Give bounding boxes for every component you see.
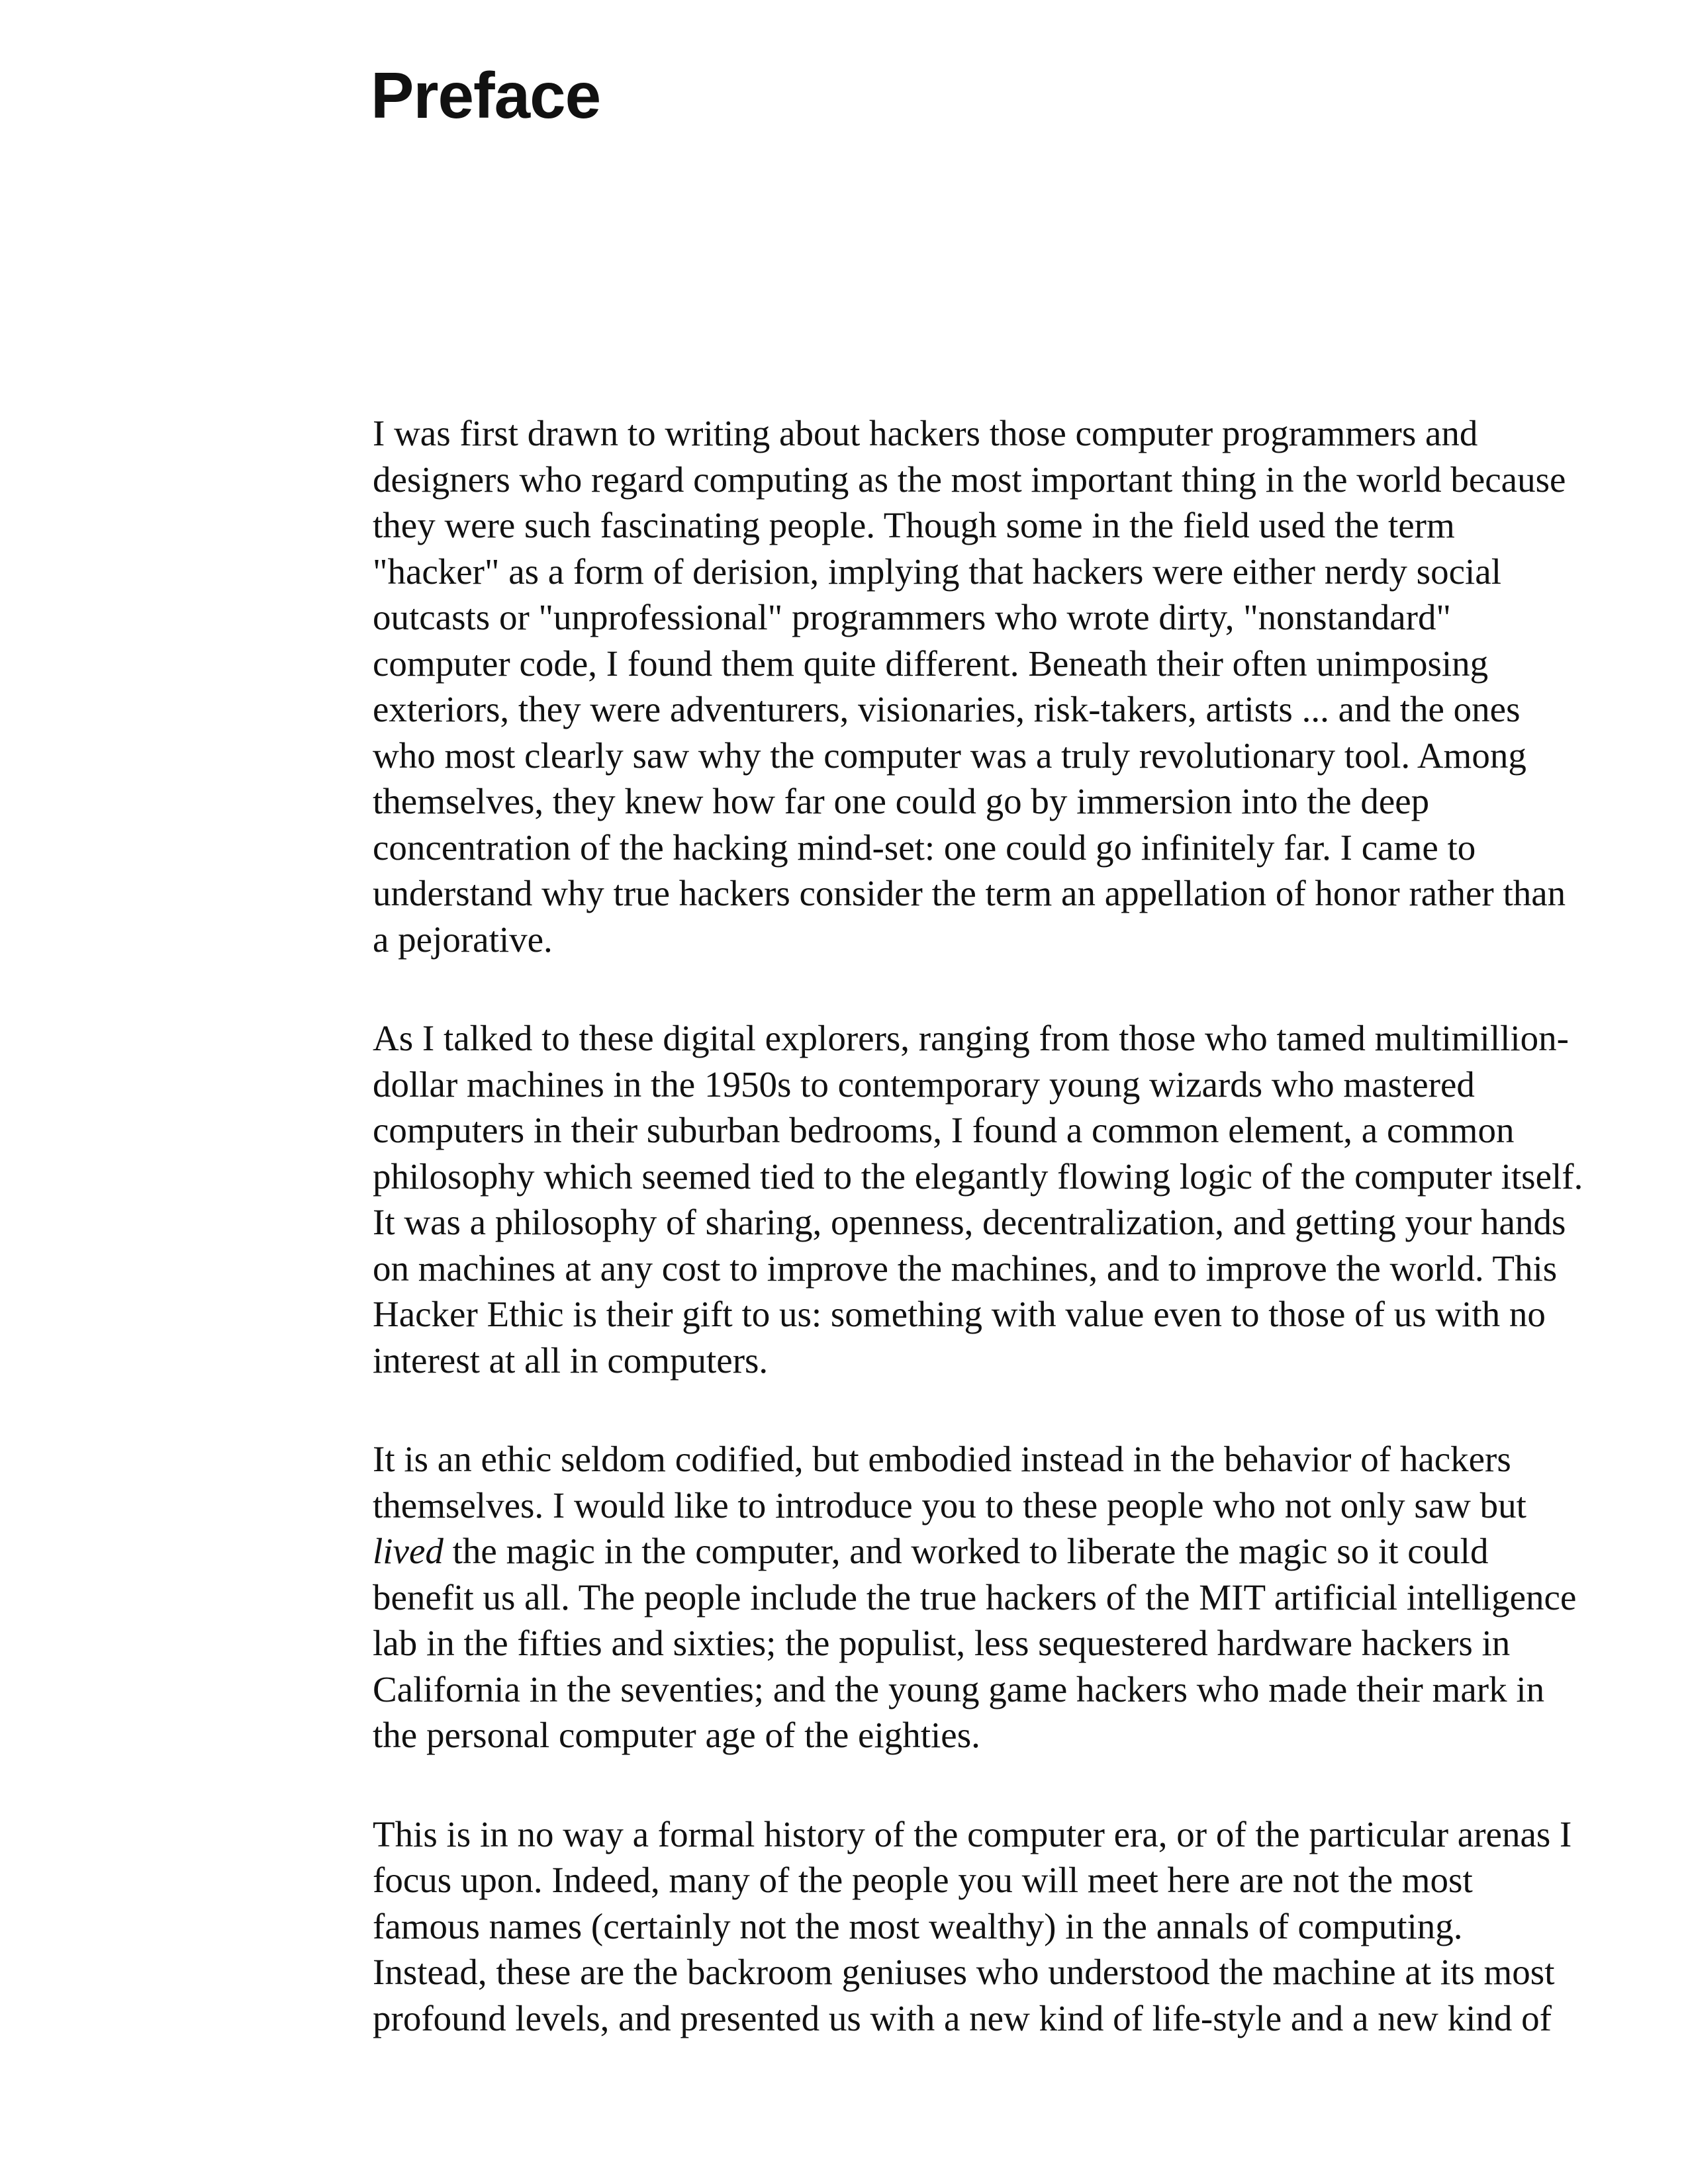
text-line: Hacker Ethic is their gift to us: something with value even to those of us with no xyxy=(373,1294,1546,1334)
text-line: a pejorative. xyxy=(373,919,553,960)
paragraph-4 xyxy=(373,1811,1657,2042)
text-line: interest at all in computers. xyxy=(373,1340,769,1381)
text-line: outcasts or "unprofessional" programmers who wrote dirty, "nonstandard" xyxy=(373,597,1451,637)
body-text xyxy=(373,410,1657,2094)
text-line: benefit us all. The people include the true hackers of the MIT artificial intelligence xyxy=(373,1576,1577,1617)
text-line: This is in no way a formal history of the computer era, or of the particular arenas I xyxy=(373,1813,1572,1854)
text-line: Instead, these are the backroom geniuses who understood the machine at its most xyxy=(373,1952,1555,1992)
emphasized-word: lived xyxy=(373,1531,444,1571)
text-line: I was first drawn to writing about hackers those computer programmers and xyxy=(373,413,1478,453)
text-line: concentration of the hacking mind-set: one could go infinitely far. I came to xyxy=(373,827,1476,868)
text-line: the personal computer age of the eighties. xyxy=(373,1715,980,1755)
text-line: exteriors, they were adventurers, visionaries, risk-takers, artists ... and the ones xyxy=(373,689,1521,729)
text-line: philosophy which seemed tied to the elegantly flowing logic of the computer itself. xyxy=(373,1156,1583,1197)
text-line: profound levels, and presented us with a new kind of life-style and a new kind of xyxy=(373,1997,1552,2038)
text-line: computers in their suburban bedrooms, I found a common element, a common xyxy=(373,1110,1515,1150)
text-line: understand why true hackers consider the term an appellation of honor rather than xyxy=(373,873,1566,913)
text-line: As I talked to these digital explorers, ranging from those who tamed multimillion- xyxy=(373,1018,1569,1058)
text-line: dollar machines in the 1950s to contemporary young wizards who mastered xyxy=(373,1064,1475,1105)
paragraph-2 xyxy=(373,1015,1657,1383)
text-line: who most clearly saw why the computer was a truly revolutionary tool. Among xyxy=(373,735,1526,776)
text-line: themselves, they knew how far one could go by immersion into the deep xyxy=(373,781,1430,821)
text-line: famous names (certainly not the most wealthy) in the annals of computing. xyxy=(373,1905,1463,1946)
text-line: they were such fascinating people. Though some in the field used the term xyxy=(373,505,1455,545)
text-line-rest: the magic in the computer, and worked to liberate the magic so it could xyxy=(443,1531,1489,1571)
paragraph-3 xyxy=(373,1436,1657,1758)
text-line-with-emphasis xyxy=(373,1528,1657,1574)
text-line: It is an ethic seldom codified, but embodied instead in the behavior of hackers xyxy=(373,1439,1511,1479)
text-line: computer code, I found them quite different. Beneath their often unimposing xyxy=(373,643,1489,684)
text-line: It was a philosophy of sharing, openness, decentralization, and getting your hands xyxy=(373,1202,1566,1242)
text-line: lab in the fifties and sixties; the populist, less sequestered hardware hackers in xyxy=(373,1623,1511,1663)
text-line: designers who regard computing as the most important thing in the world because xyxy=(373,459,1566,500)
text-line: "hacker" as a form of derision, implying that hackers were either nerdy social xyxy=(373,551,1501,592)
text-line: California in the seventies; and the young game hackers who made their mark in xyxy=(373,1668,1545,1709)
paragraph-1 xyxy=(373,410,1657,962)
text-line: on machines at any cost to improve the machines, and to improve the world. This xyxy=(373,1248,1558,1289)
page-title: Preface xyxy=(371,59,601,132)
text-line: focus upon. Indeed, many of the people you will meet here are not the most xyxy=(373,1860,1473,1900)
text-line: themselves. I would like to introduce you to these people who not only saw but xyxy=(373,1484,1526,1525)
